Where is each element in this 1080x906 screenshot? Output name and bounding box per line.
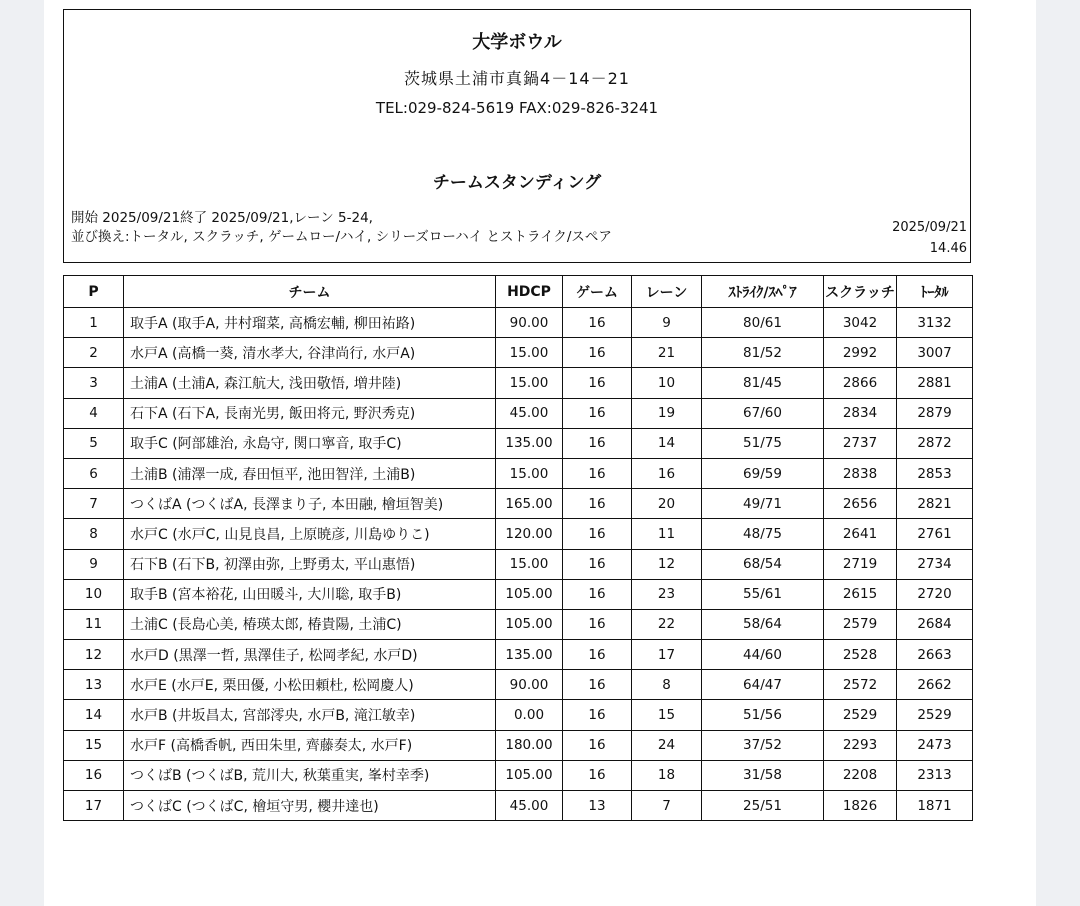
total-cell: 2529 (897, 700, 973, 730)
scratch-cell: 1826 (824, 791, 897, 821)
scratch-cell: 2737 (824, 428, 897, 458)
position-cell: 17 (64, 791, 124, 821)
total-cell: 2720 (897, 579, 973, 609)
table-header-row (64, 276, 973, 308)
team-cell: 水戸F (高橋香帆, 西田朱里, 齊藤奏太, 水戸F) (124, 730, 496, 760)
scratch-cell: 2838 (824, 458, 897, 488)
lane-cell: 15 (632, 700, 702, 730)
games-cell: 16 (563, 519, 632, 549)
lane-cell: 9 (632, 308, 702, 338)
lane-cell: 23 (632, 579, 702, 609)
games-cell: 16 (563, 368, 632, 398)
position-cell: 11 (64, 609, 124, 639)
position-cell: 9 (64, 549, 124, 579)
total-cell: 1871 (897, 791, 973, 821)
table-row (64, 670, 973, 700)
lane-cell: 8 (632, 670, 702, 700)
team-cell: 石下B (石下B, 初澤由弥, 上野勇太, 平山惠悟) (124, 549, 496, 579)
table-row (64, 760, 973, 790)
period-line: 開始 2025/09/21終了 2025/09/21,レーン 5-24, (71, 210, 373, 226)
column-header-scratch: スクラッチ (824, 276, 897, 308)
standings-body (64, 308, 973, 821)
lane-cell: 20 (632, 489, 702, 519)
table-row (64, 489, 973, 519)
position-cell: 12 (64, 640, 124, 670)
games-cell: 16 (563, 760, 632, 790)
position-cell: 5 (64, 428, 124, 458)
team-cell: 土浦B (浦澤一成, 春田恒平, 池田智洋, 土浦B) (124, 458, 496, 488)
sort-line: 並び換え:トータル, スクラッチ, ゲームロー/ハイ, シリーズローハイ とストライク/スペア (71, 229, 612, 245)
games-cell: 16 (563, 579, 632, 609)
lane-cell: 18 (632, 760, 702, 790)
team-cell: 水戸B (井坂昌太, 宮部澪央, 水戸B, 滝江敏幸) (124, 700, 496, 730)
scratch-cell: 2719 (824, 549, 897, 579)
scratch-cell: 2834 (824, 398, 897, 428)
scratch-cell: 2866 (824, 368, 897, 398)
position-cell: 6 (64, 458, 124, 488)
hdcp-cell: 105.00 (496, 579, 563, 609)
table-row (64, 519, 973, 549)
hdcp-cell: 105.00 (496, 760, 563, 790)
lane-cell: 22 (632, 609, 702, 639)
total-cell: 2872 (897, 428, 973, 458)
total-cell: 2313 (897, 760, 973, 790)
scratch-cell: 2572 (824, 670, 897, 700)
table-row (64, 730, 973, 760)
games-cell: 13 (563, 791, 632, 821)
table-row (64, 338, 973, 368)
report-title: チームスタンディング (432, 173, 602, 193)
total-cell: 3007 (897, 338, 973, 368)
games-cell: 16 (563, 640, 632, 670)
scratch-cell: 2656 (824, 489, 897, 519)
column-header-games: ゲーム (563, 276, 632, 308)
venue-name: 大学ボウル (472, 32, 562, 53)
team-cell: 取手A (取手A, 井村瑠菜, 高橋宏輔, 柳田祐路) (124, 308, 496, 338)
team-cell: つくばC (つくばC, 檜垣守男, 櫻井達也) (124, 791, 496, 821)
lane-cell: 12 (632, 549, 702, 579)
report-header (63, 9, 971, 263)
hdcp-cell: 165.00 (496, 489, 563, 519)
team-cell: 土浦A (土浦A, 森江航大, 浅田敬悟, 増井陸) (124, 368, 496, 398)
scratch-cell: 2615 (824, 579, 897, 609)
column-header-position: P (64, 276, 124, 308)
column-header-strike-spare: ｽﾄﾗｲｸ/ｽﾍﾟｱ (702, 276, 824, 308)
hdcp-cell: 15.00 (496, 338, 563, 368)
hdcp-cell: 0.00 (496, 700, 563, 730)
table-row (64, 700, 973, 730)
strike-spare-cell: 48/75 (702, 519, 824, 549)
hdcp-cell: 135.00 (496, 428, 563, 458)
strike-spare-cell: 55/61 (702, 579, 824, 609)
hdcp-cell: 105.00 (496, 609, 563, 639)
position-cell: 3 (64, 368, 124, 398)
team-cell: 石下A (石下A, 長南光男, 飯田将元, 野沢秀克) (124, 398, 496, 428)
strike-spare-cell: 68/54 (702, 549, 824, 579)
strike-spare-cell: 44/60 (702, 640, 824, 670)
total-cell: 2662 (897, 670, 973, 700)
total-cell: 3132 (897, 308, 973, 338)
strike-spare-cell: 69/59 (702, 458, 824, 488)
table-row (64, 368, 973, 398)
scratch-cell: 3042 (824, 308, 897, 338)
team-cell: 水戸A (高橋一葵, 清水孝大, 谷津尚行, 水戸A) (124, 338, 496, 368)
position-cell: 2 (64, 338, 124, 368)
games-cell: 16 (563, 428, 632, 458)
lane-cell: 16 (632, 458, 702, 488)
team-cell: 取手B (宮本裕花, 山田暖斗, 大川聡, 取手B) (124, 579, 496, 609)
lane-cell: 14 (632, 428, 702, 458)
column-header-total: ﾄｰﾀﾙ (897, 276, 973, 308)
column-header-lane: レーン (632, 276, 702, 308)
lane-cell: 10 (632, 368, 702, 398)
hdcp-cell: 15.00 (496, 368, 563, 398)
lane-cell: 17 (632, 640, 702, 670)
position-cell: 13 (64, 670, 124, 700)
lane-cell: 21 (632, 338, 702, 368)
team-cell: 水戸C (水戸C, 山見良昌, 上原暁彦, 川島ゆりこ) (124, 519, 496, 549)
hdcp-cell: 15.00 (496, 549, 563, 579)
position-cell: 16 (64, 760, 124, 790)
venue-contact: TEL:029-824-5619 FAX:029-826-3241 (375, 99, 659, 117)
position-cell: 14 (64, 700, 124, 730)
hdcp-cell: 15.00 (496, 458, 563, 488)
standings-table (63, 275, 973, 821)
total-cell: 2881 (897, 368, 973, 398)
total-cell: 2663 (897, 640, 973, 670)
column-header-hdcp: HDCP (496, 276, 563, 308)
table-row (64, 549, 973, 579)
games-cell: 16 (563, 730, 632, 760)
total-cell: 2761 (897, 519, 973, 549)
strike-spare-cell: 58/64 (702, 609, 824, 639)
table-row (64, 609, 973, 639)
position-cell: 15 (64, 730, 124, 760)
hdcp-cell: 45.00 (496, 791, 563, 821)
hdcp-cell: 45.00 (496, 398, 563, 428)
position-cell: 1 (64, 308, 124, 338)
team-cell: 土浦C (長島心美, 椿瑛太郎, 椿貴陽, 土浦C) (124, 609, 496, 639)
strike-spare-cell: 64/47 (702, 670, 824, 700)
position-cell: 8 (64, 519, 124, 549)
table-row (64, 640, 973, 670)
games-cell: 16 (563, 458, 632, 488)
strike-spare-cell: 81/52 (702, 338, 824, 368)
lane-cell: 24 (632, 730, 702, 760)
print-date: 2025/09/21 (892, 220, 967, 235)
strike-spare-cell: 51/56 (702, 700, 824, 730)
strike-spare-cell: 80/61 (702, 308, 824, 338)
games-cell: 16 (563, 489, 632, 519)
print-timestamp (892, 217, 967, 259)
team-cell: 取手C (阿部雄治, 永島守, 関口寧音, 取手C) (124, 428, 496, 458)
lane-cell: 7 (632, 791, 702, 821)
scratch-cell: 2293 (824, 730, 897, 760)
table-row (64, 791, 973, 821)
table-row (64, 398, 973, 428)
total-cell: 2821 (897, 489, 973, 519)
lane-cell: 11 (632, 519, 702, 549)
scratch-cell: 2529 (824, 700, 897, 730)
scratch-cell: 2208 (824, 760, 897, 790)
strike-spare-cell: 67/60 (702, 398, 824, 428)
table-row (64, 458, 973, 488)
scratch-cell: 2992 (824, 338, 897, 368)
report-conditions (71, 209, 612, 247)
games-cell: 16 (563, 549, 632, 579)
print-time: 14.46 (929, 241, 967, 256)
scratch-cell: 2641 (824, 519, 897, 549)
total-cell: 2853 (897, 458, 973, 488)
games-cell: 16 (563, 609, 632, 639)
team-cell: 水戸D (黒澤一哲, 黒澤佳子, 松岡孝紀, 水戸D) (124, 640, 496, 670)
hdcp-cell: 120.00 (496, 519, 563, 549)
hdcp-cell: 180.00 (496, 730, 563, 760)
position-cell: 7 (64, 489, 124, 519)
hdcp-cell: 135.00 (496, 640, 563, 670)
scratch-cell: 2579 (824, 609, 897, 639)
team-cell: 水戸E (水戸E, 栗田優, 小松田頼杜, 松岡慶人) (124, 670, 496, 700)
games-cell: 16 (563, 398, 632, 428)
table-row (64, 428, 973, 458)
strike-spare-cell: 31/58 (702, 760, 824, 790)
strike-spare-cell: 25/51 (702, 791, 824, 821)
games-cell: 16 (563, 700, 632, 730)
games-cell: 16 (563, 338, 632, 368)
scratch-cell: 2528 (824, 640, 897, 670)
team-cell: つくばA (つくばA, 長澤まり子, 本田融, 檜垣智美) (124, 489, 496, 519)
strike-spare-cell: 49/71 (702, 489, 824, 519)
hdcp-cell: 90.00 (496, 670, 563, 700)
table-row (64, 579, 973, 609)
column-header-team: チーム (124, 276, 496, 308)
strike-spare-cell: 51/75 (702, 428, 824, 458)
strike-spare-cell: 37/52 (702, 730, 824, 760)
games-cell: 16 (563, 670, 632, 700)
total-cell: 2473 (897, 730, 973, 760)
games-cell: 16 (563, 308, 632, 338)
total-cell: 2879 (897, 398, 973, 428)
lane-cell: 19 (632, 398, 702, 428)
table-row (64, 308, 973, 338)
strike-spare-cell: 81/45 (702, 368, 824, 398)
venue-address: 茨城県土浦市真鍋4－14－21 (404, 69, 630, 88)
total-cell: 2684 (897, 609, 973, 639)
team-cell: つくばB (つくばB, 荒川大, 秋葉重実, 峯村幸季) (124, 760, 496, 790)
total-cell: 2734 (897, 549, 973, 579)
position-cell: 10 (64, 579, 124, 609)
hdcp-cell: 90.00 (496, 308, 563, 338)
position-cell: 4 (64, 398, 124, 428)
